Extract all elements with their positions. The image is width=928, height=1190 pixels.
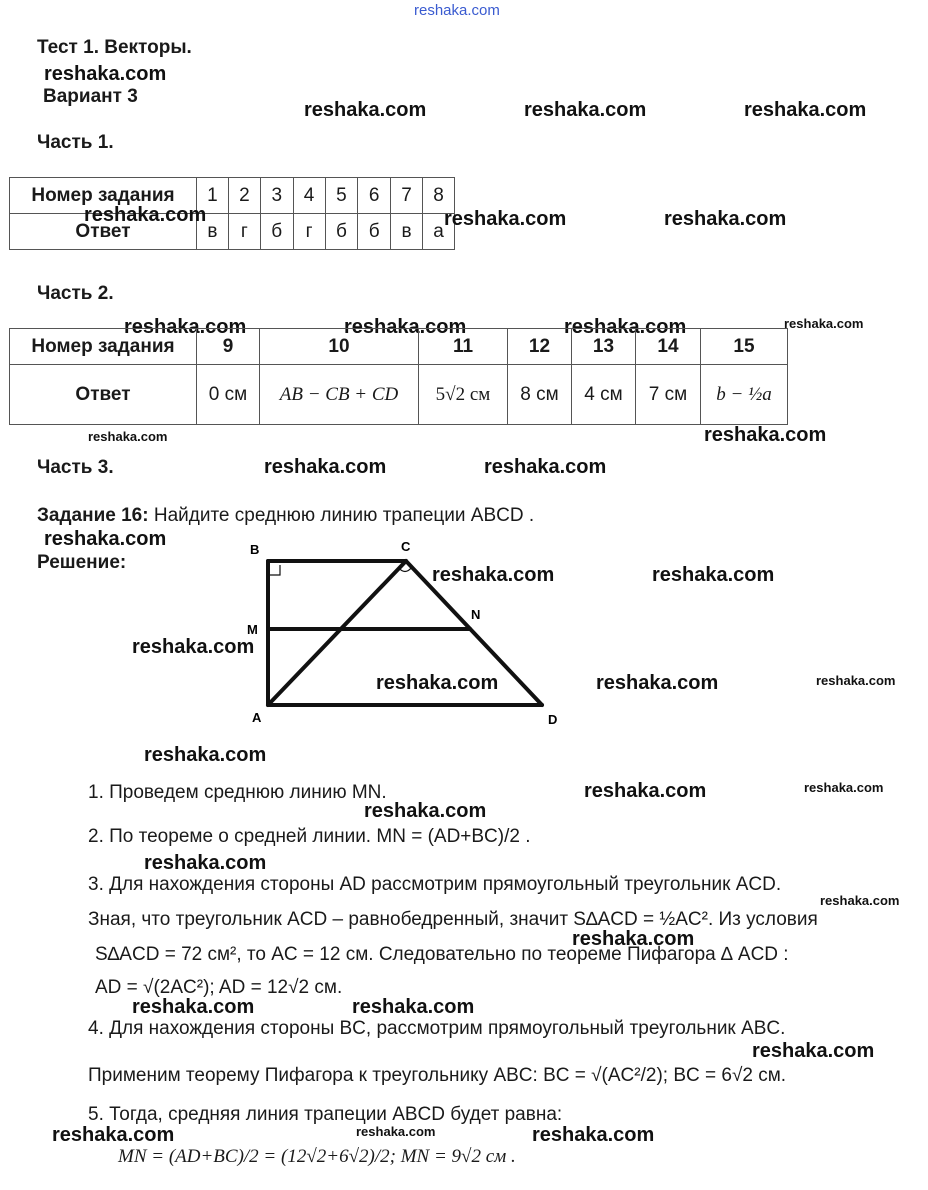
- watermark: reshaka.com: [376, 672, 499, 694]
- watermark: reshaka.com: [532, 1124, 655, 1146]
- watermark: reshaka.com: [44, 63, 167, 85]
- watermark: reshaka.com: [364, 800, 487, 822]
- top-watermark: reshaka.com: [414, 2, 500, 19]
- watermark: reshaka.com: [752, 1040, 875, 1062]
- answer-cell: в: [197, 214, 229, 250]
- watermark: reshaka.com: [44, 528, 167, 550]
- answer-cell: AB − CB + CD: [260, 365, 419, 425]
- step-3a: 3. Для нахождения стороны AD рассмотрим прямоугольный треугольник ACD.: [88, 874, 782, 895]
- answer-cell: в: [391, 214, 423, 250]
- watermark: reshaka.com: [432, 564, 555, 586]
- watermark: reshaka.com: [744, 99, 867, 121]
- part1-heading: Часть 1.: [37, 132, 114, 153]
- watermark: reshaka.com: [820, 893, 900, 908]
- right-angle-mark: [270, 565, 280, 575]
- variant-label: Вариант 3: [43, 86, 138, 107]
- watermark: reshaka.com: [804, 780, 884, 795]
- watermark: reshaka.com: [84, 204, 207, 226]
- watermark: reshaka.com: [572, 928, 695, 950]
- task-number: 12: [508, 329, 572, 365]
- part2-table: [9, 328, 788, 425]
- watermark: reshaka.com: [564, 316, 687, 338]
- task16-text: Найдите среднюю линию трапеции ABCD .: [153, 505, 535, 526]
- label-b: B: [250, 542, 260, 557]
- step-4a: 4. Для нахождения стороны BC, рассмотрим прямоугольный треугольник ABC.: [88, 1018, 786, 1039]
- watermark: reshaka.com: [652, 564, 775, 586]
- watermark: reshaka.com: [344, 316, 467, 338]
- watermark: reshaka.com: [304, 99, 427, 121]
- step-2: 2. По теореме о средней линии. MN = (AD+BC)/2 .: [88, 826, 531, 847]
- label-n: N: [471, 607, 481, 622]
- watermark: reshaka.com: [132, 996, 255, 1018]
- solution-label: Решение:: [37, 552, 127, 573]
- task-number: 14: [636, 329, 701, 365]
- task-number: 5: [325, 178, 358, 214]
- watermark: reshaka.com: [444, 208, 567, 230]
- row-label-answer: Ответ: [10, 365, 197, 425]
- watermark: reshaka.com: [52, 1124, 175, 1146]
- watermark: reshaka.com: [352, 996, 475, 1018]
- step-3d: AD = √(2AC²); AD = 12√2 см.: [95, 977, 343, 998]
- test-title: Тест 1. Векторы.: [37, 37, 192, 58]
- task-number: 2: [228, 178, 260, 214]
- watermark: reshaka.com: [784, 316, 864, 331]
- label-m: M: [247, 622, 258, 637]
- watermark: reshaka.com: [596, 672, 719, 694]
- task-number: 3: [260, 178, 293, 214]
- step-3c: S∆ACD = 72 см², то AC = 12 см. Следовательно по теореме Пифагора ∆ ACD :: [95, 944, 789, 965]
- step-4b: Применим теорему Пифагора к треугольнику ABC: BC = √(AC²/2); BC = 6√2 см.: [88, 1065, 787, 1086]
- watermark: reshaka.com: [356, 1124, 436, 1139]
- answer-cell: б: [260, 214, 293, 250]
- task-number: 8: [423, 178, 455, 214]
- answer-cell: 7 см: [636, 365, 701, 425]
- answer-cell: 5√2 см: [419, 365, 508, 425]
- task-number: 15: [701, 329, 788, 365]
- task16-line: [37, 505, 534, 527]
- row-label-task: Номер задания: [10, 329, 197, 365]
- task-number: 6: [358, 178, 391, 214]
- step-5a: 5. Тогда, средняя линия трапеции ABCD будет равна:: [88, 1104, 563, 1125]
- label-c: C: [401, 539, 411, 554]
- task-number: 13: [572, 329, 636, 365]
- watermark: reshaka.com: [88, 429, 168, 444]
- watermark: reshaka.com: [584, 780, 707, 802]
- part2-heading: Часть 2.: [37, 283, 114, 304]
- answer-cell: 0 см: [197, 365, 260, 425]
- task-number: 7: [391, 178, 423, 214]
- answer-cell: а: [423, 214, 455, 250]
- task-number: 11: [419, 329, 508, 365]
- part1-table: [9, 177, 455, 250]
- answer-cell: б: [325, 214, 358, 250]
- part3-heading: Часть 3.: [37, 457, 114, 478]
- label-a: A: [252, 710, 262, 725]
- watermark: reshaka.com: [524, 99, 647, 121]
- watermark: reshaka.com: [132, 636, 255, 658]
- watermark: reshaka.com: [144, 852, 267, 874]
- answer-cell: 8 см: [508, 365, 572, 425]
- watermark: reshaka.com: [484, 456, 607, 478]
- watermark: reshaka.com: [124, 316, 247, 338]
- answer-cell: 4 см: [572, 365, 636, 425]
- answer-cell: г: [293, 214, 325, 250]
- task-number: 9: [197, 329, 260, 365]
- step-1: 1. Проведем среднюю линию MN.: [88, 782, 387, 803]
- row-label-task: Номер задания: [10, 178, 197, 214]
- row-label-answer: Ответ: [10, 214, 197, 250]
- task16-label: Задание 16:: [37, 505, 149, 526]
- watermark: reshaka.com: [704, 424, 827, 446]
- answer-cell: г: [228, 214, 260, 250]
- watermark: reshaka.com: [144, 744, 267, 766]
- task-number: 1: [197, 178, 229, 214]
- watermark: reshaka.com: [264, 456, 387, 478]
- step-3b: Зная, что треугольник ACD – равнобедренный, значит S∆ACD = ½AC². Из условия: [88, 909, 818, 930]
- task-number: 10: [260, 329, 419, 365]
- task-number: 4: [293, 178, 325, 214]
- answer-cell: b − ½a: [701, 365, 788, 425]
- step-5b: MN = (AD+BC)/2 = (12√2+6√2)/2; MN = 9√2 см .: [118, 1146, 516, 1167]
- label-d: D: [548, 712, 558, 727]
- watermark: reshaka.com: [816, 673, 896, 688]
- watermark: reshaka.com: [664, 208, 787, 230]
- answer-cell: б: [358, 214, 391, 250]
